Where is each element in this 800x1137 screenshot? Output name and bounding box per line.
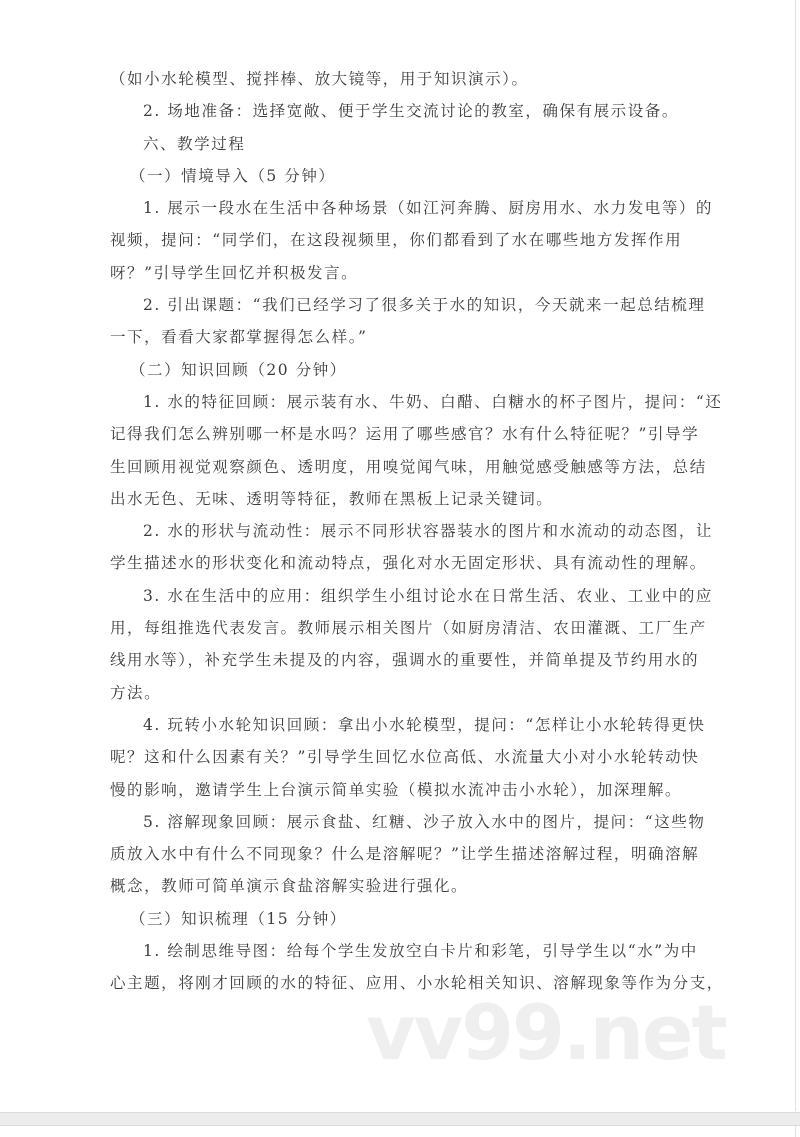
subsection-heading-situation-intro: （一）情境导入（5 分钟） (130, 166, 336, 185)
text-line: 概念，教师可简单演示食盐溶解实验进行强化。 (110, 877, 469, 896)
text-line: 学生描述水的形状变化和流动特点，强化对水无固定形状、具有流动性的理解。 (110, 554, 707, 573)
text-line: 生回顾用视觉观察颜色、透明度，用嗅觉闻气味，用触觉感受触感等方法，总结 (110, 457, 707, 476)
text-line: 记得我们怎么辨别哪一杯是水吗？运用了哪些感官？水有什么特征呢？”引导学 (110, 425, 700, 444)
watermark: vv99.net (366, 988, 726, 1077)
page-break-divider (0, 1112, 800, 1126)
text-line: 1. 展示一段水在生活中各种场景（如江河奔腾、厨房用水、水力发电等）的 (143, 199, 713, 218)
text-line: 方法。 (110, 683, 162, 702)
next-page-top (0, 1126, 796, 1137)
text-line: 一下，看看大家都掌握得怎么样。” (110, 328, 368, 347)
text-line: 用，每组推选代表发言。教师展示相关图片（如厨房清洁、农田灌溉、工厂生产 (110, 619, 707, 638)
subsection-heading-knowledge-review: （二）知识回顾（20 分钟） (130, 360, 347, 379)
section-heading-teaching-process: 六、教学过程 (143, 134, 246, 153)
text-line: 4. 玩转小水轮知识回顾：拿出小水轮模型，提问：“怎样让小水轮转得更快 (143, 715, 706, 734)
text-line: 2. 水的形状与流动性：展示不同形状容器装水的图片和水流动的动态图，让 (143, 522, 713, 541)
text-line: 线用水等），补充学生未提及的内容，强调水的重要性，并简单提及节约用水的 (110, 651, 700, 670)
text-line: 慢的影响，邀请学生上台演示简单实验（模拟水流冲击小水轮），加深理解。 (110, 780, 682, 799)
document-body (110, 63, 724, 1000)
text-line: 5. 溶解现象回顾：展示食盐、红糖、沙子放入水中的图片，提问：“这些物 (143, 812, 706, 831)
text-line-venue-preparation: 2. 场地准备：选择宽敞、便于学生交流讨论的教室，确保有展示设备。 (143, 102, 679, 121)
text-line: 呢？这和什么因素有关？”引导学生回忆水位高低、水流量大小对小水轮转动快 (110, 748, 700, 767)
text-line: 视频，提问：“同学们，在这段视频里，你们都看到了水在哪些地方发挥作用 (110, 231, 683, 250)
text-line: 3. 水在生活中的应用：组织学生小组讨论水在日常生活、农业、工业中的应 (143, 586, 713, 605)
text-line: 1. 水的特征回顾：展示装有水、牛奶、白醋、白糖水的杯子图片，提问：“还 (143, 392, 723, 411)
text-line: 出水无色、无味、透明等特征，教师在黑板上记录关键词。 (110, 489, 554, 508)
text-line: 心主题，将刚才回顾的水的特征、应用、小水轮相关知识、溶解现象等作为分支， (110, 974, 724, 993)
text-line: 1. 绘制思维导图：给每个学生发放空白卡片和彩笔，引导学生以“水”为中 (143, 942, 698, 961)
text-line-materials-continued: （如小水轮模型、搅拌棒、放大镜等，用于知识演示）。 (110, 70, 529, 88)
text-line: 呀？”引导学生回忆并积极发言。 (110, 263, 359, 282)
text-line: 质放入水中有什么不同现象？什么是溶解呢？”让学生描述溶解过程，明确溶解 (110, 845, 700, 864)
subsection-heading-knowledge-organizing: （三）知识梳理（15 分钟） (130, 909, 347, 928)
text-line: 2. 引出课题：“我们已经学习了很多关于水的知识，今天就来一起总结梳理 (143, 296, 706, 315)
